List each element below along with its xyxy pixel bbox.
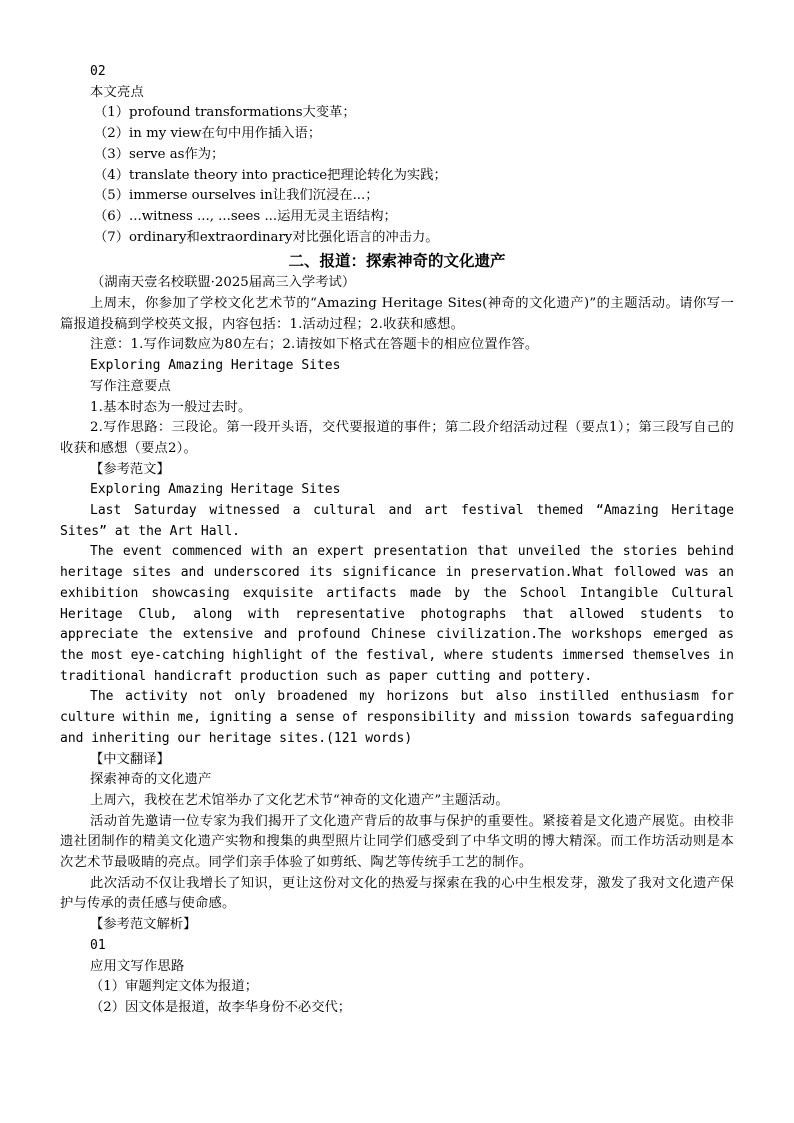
sample-paragraph: The activity not only broadened my horizons but also instilled enthusiasm for culture within me, igniting a sense of responsibility and mission towards safeguarding and inheriting our heritage sites.(121 words) [60, 689, 734, 746]
analysis-heading: 应用文写作思路 [90, 958, 185, 974]
writing-note: 注意：1.写作词数应为80左右；2.请按如下格式在答题卡的相应位置作答。 [90, 337, 539, 353]
highlight-item: （1）profound transformations大变革； [94, 105, 356, 121]
translation-paragraph: 此次活动不仅让我增长了知识，更让这份对文化的热爱与探索在我的心中生根发芽，激发了我对文化遗产保护与传承的责任感与使命感。 [60, 875, 734, 912]
highlight-item: （2）in my view在句中用作插入语； [94, 126, 322, 142]
translation-label: 【中文翻译】 [90, 751, 170, 767]
analysis-number: 01 [90, 937, 106, 953]
sample-paragraph: The event commenced with an expert presentation that unveiled the stories behind heritage sites and underscored its significance in preservation.What followed was an exhibition showcasing exquisite artifacts made by the School Intangible Cultural Heritage Club, along with representative photographs that allowed students to appreciate the extensive and profound Chinese civilization.The workshops emerged as the most eye-catching highlight of the festival, where students immersed themselves in traditional handicraft production such as paper cutting and pottery. [60, 544, 734, 684]
translation-paragraph: 上周六，我校在艺术馆举办了文化艺术节“神奇的文化遗产”主题活动。 [90, 792, 509, 808]
document-page [60, 62, 734, 1019]
highlight-item: （6）...witness ..., ...sees ...运用无灵主语结构； [94, 208, 397, 224]
tips-heading: 写作注意要点 [90, 378, 171, 394]
translation-paragraph: 活动首先邀请一位专家为我们揭开了文化遗产背后的故事与保护的重要性。紧接着是文化遗产展览。由校非遗社团制作的精美文化遗产实物和搜集的典型照片让同学们感受到了中华文明的博大精深。而工作坊活动则是本次艺术节最吸睛的亮点。同学们亲手体验了如剪纸、陶艺等传统手工艺的制作。 [60, 813, 734, 871]
highlight-item: （4）translate theory into practice把理论转化为实践； [94, 167, 447, 183]
highlights-heading: 本文亮点 [90, 84, 144, 100]
section-number: 02 [90, 64, 106, 79]
sample-paragraph: Last Saturday witnessed a cultural and art festival themed “Amazing Heritage Sites” at the Art Hall. [60, 503, 734, 539]
highlight-item: （5）immerse ourselves in让我们沉浸在...； [94, 188, 379, 204]
tips-item: 2.写作思路：三段论。第一段开头语，交代要报道的事件；第二段介绍活动过程（要点1）；第三段写自己的收获和感想（要点2）。 [60, 420, 734, 456]
writing-prompt: 上周末，你参加了学校文化艺术节的“Amazing Heritage Sites(神奇的文化遗产)”的主题活动。请你写一篇报道投稿到学校英文报，内容包括：1.活动过程；2.收获和感想。 [60, 296, 734, 332]
section-title: 二、报道：探索神奇的文化遗产 [288, 251, 506, 271]
format-title: Exploring Amazing Heritage Sites [90, 358, 341, 374]
source-note: （湖南天壹名校联盟·2025届高三入学考试） [91, 275, 356, 291]
tips-item: 1.基本时态为一般过去时。 [90, 399, 252, 415]
analysis-item: （2）因文体是报道，故李华身份不必交代； [90, 999, 352, 1015]
sample-label: 【参考范文】 [90, 461, 170, 477]
highlight-item: （3）serve as作为； [94, 146, 225, 162]
highlight-item: （7）ordinary和extraordinary对比强化语言的冲击力。 [94, 229, 439, 245]
translation-title: 探索神奇的文化遗产 [90, 772, 212, 788]
analysis-item: （1）审题判定文体为报道； [90, 979, 259, 995]
analysis-label: 【参考范文解析】 [90, 917, 197, 933]
sample-title: Exploring Amazing Heritage Sites [90, 482, 341, 498]
